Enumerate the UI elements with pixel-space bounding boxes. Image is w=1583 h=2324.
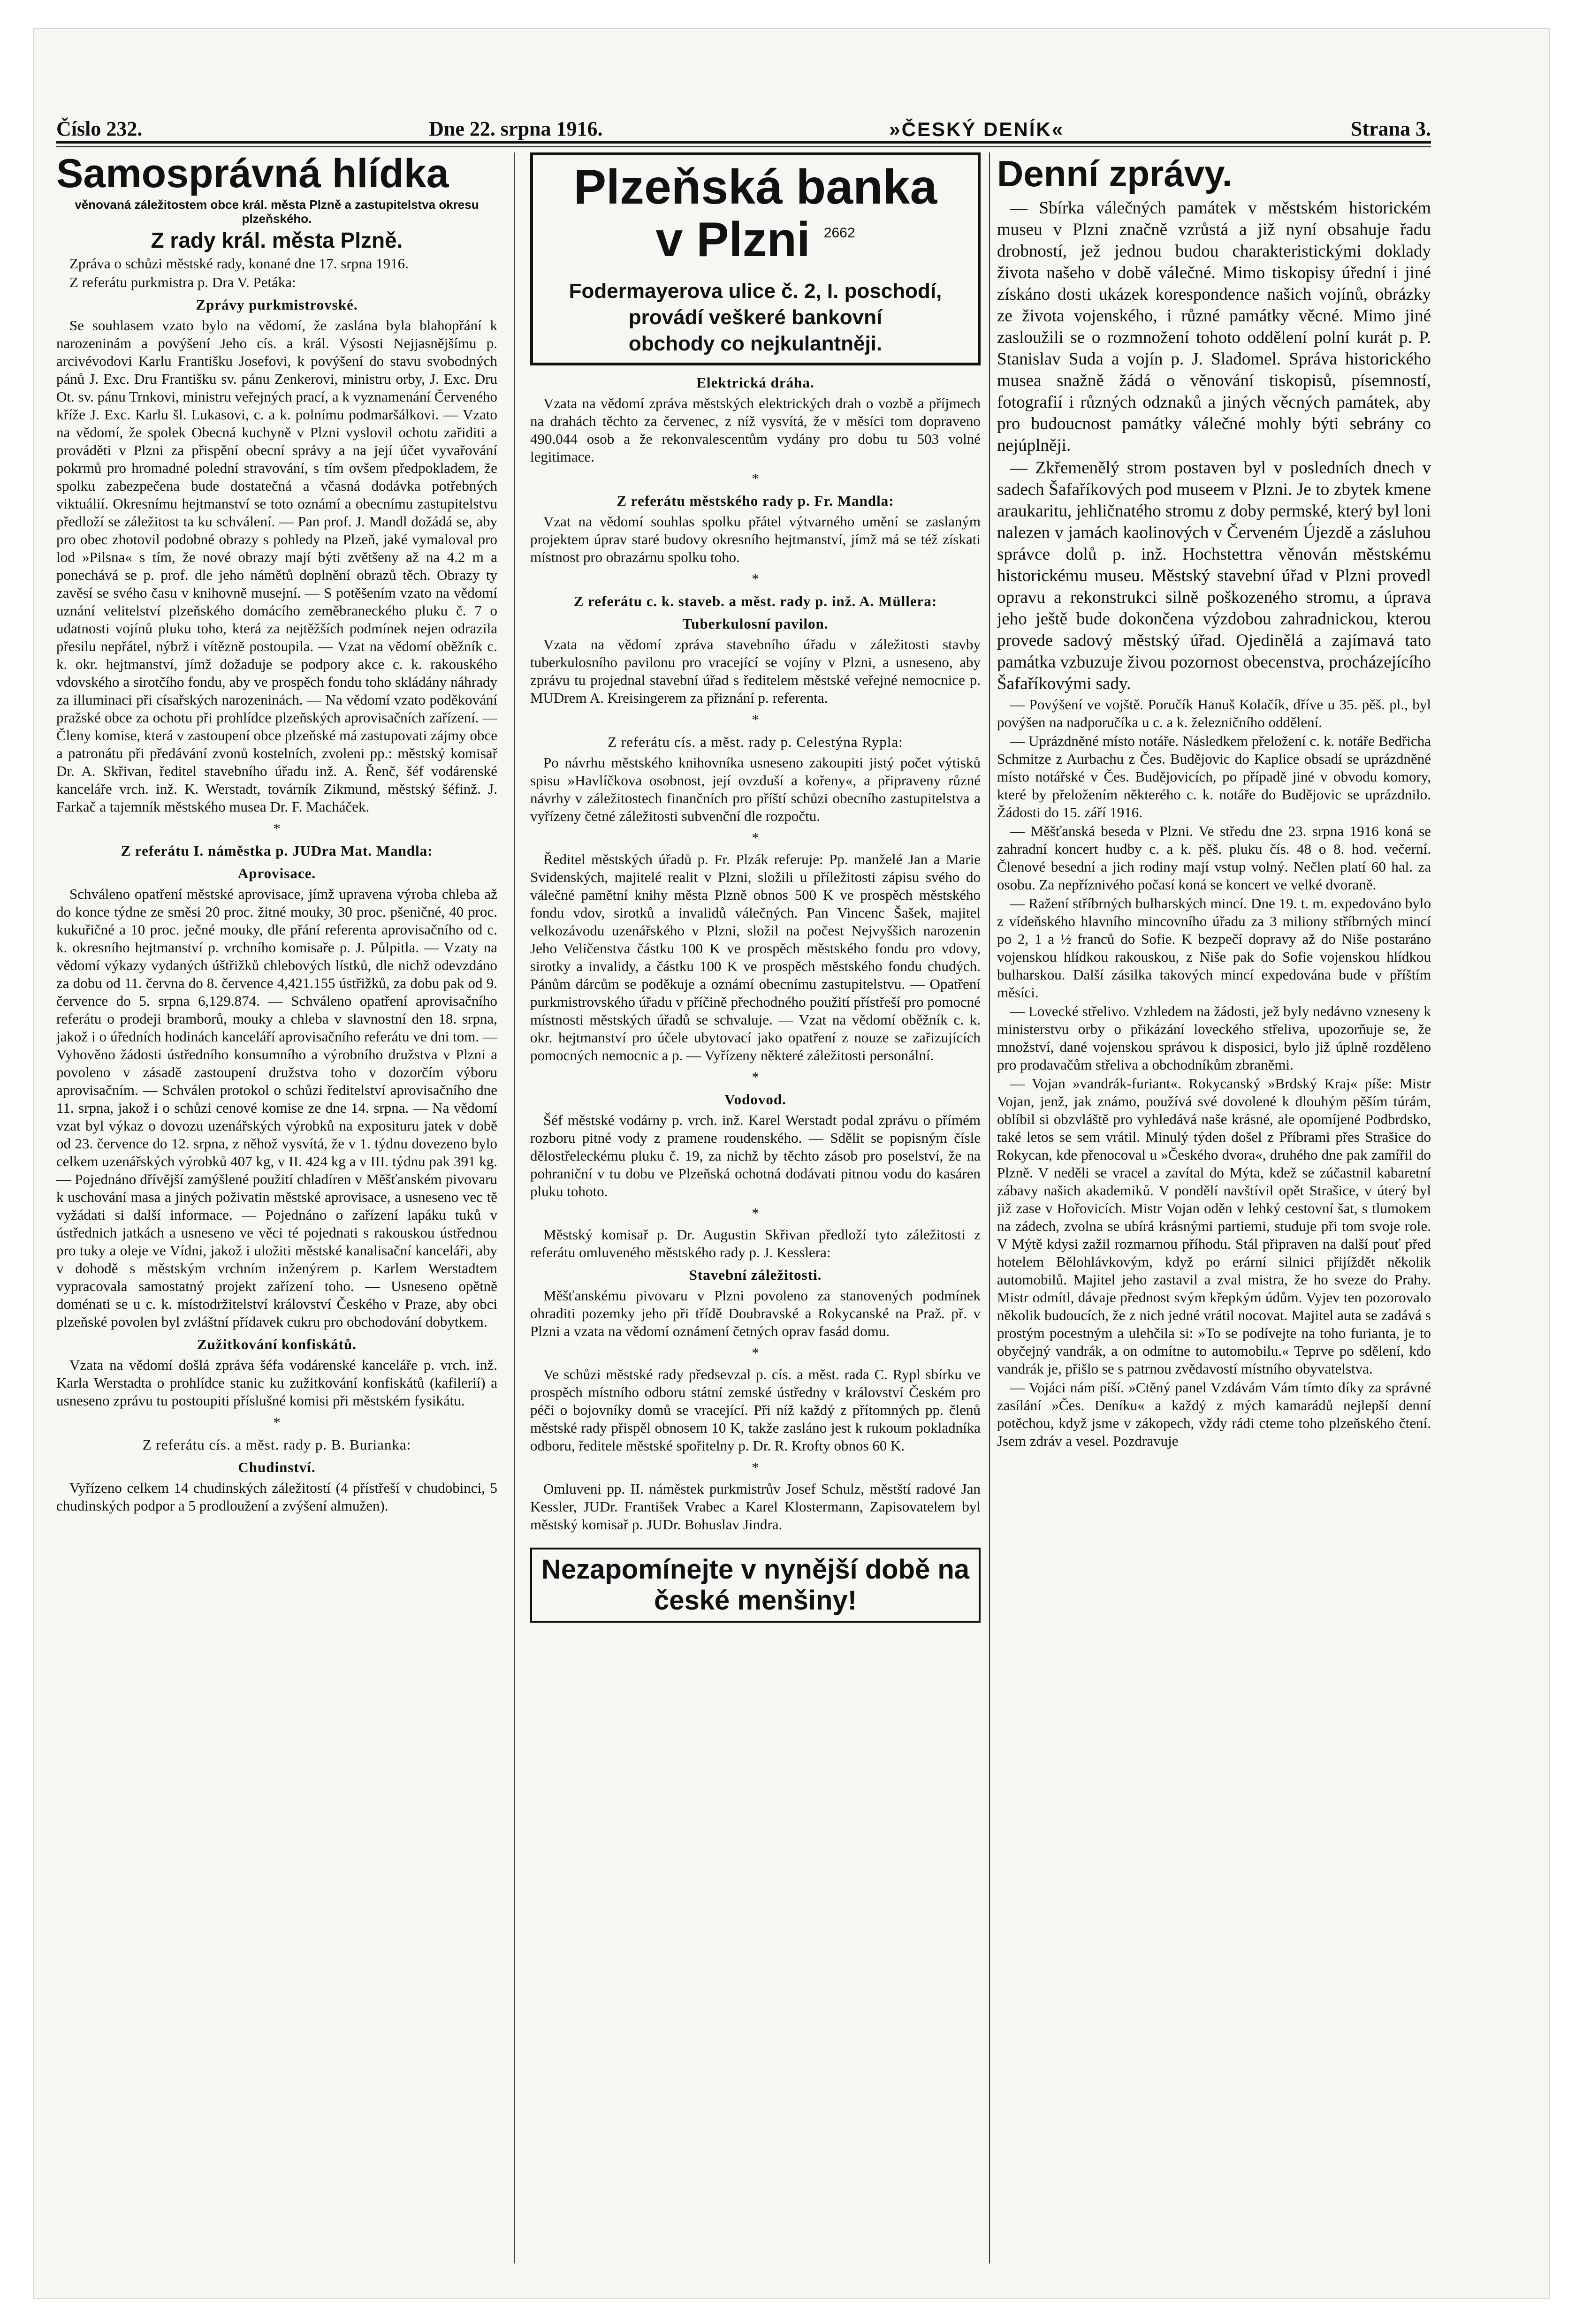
subheading: Tuberkulosní pavilon.: [682, 615, 829, 632]
paragraph: Zpráva o schůzi městské rady, konané dne 17. srpna 1916.: [69, 255, 409, 272]
referat-heading: Z referátu cís. a měst. rady p. Celestýna Rypla:: [608, 734, 903, 750]
advertisement-mensiny: Nezapomínejte v nynější době na české menšiny!: [530, 1548, 981, 1623]
section-title: Samosprávná hlídka: [56, 152, 449, 196]
separator-star: *: [752, 570, 759, 587]
separator-star: *: [273, 1414, 281, 1430]
paragraph: Měšťanskému pivovaru v Plzni povoleno za stanovených podmínek ohraditi pozemky jeho při třídě Doubravské a Rokycanské na Praž. př. v Plzni a vzata na vědomí oznámení četných oprav fasád domu.: [530, 1287, 981, 1339]
news-item: — Měšťanská beseda v Plzni. Ve středu dne 23. srpna 1916 koná se zahradní koncert hudby c. a k. pěš. pluku čís. 48 o 8. hod. večerní. Členové besední a jich rodiny mají vstup volný. Nečlen platí 60 hal. za osobu. Za nepříznivého počasí koná se koncert ve velké dvoraně.: [997, 823, 1431, 893]
separator-star: *: [273, 820, 281, 836]
news-item: — Vojáci nám píší. »Ctěný panel Vzdávám Vám tímto díky za správné zasílání »Čes. Deníku« a každý z mých kamarádů nejlepší denní potěchou, když jsme v zákopech, vždy rádi cteme toho plzeňského čtení. Jsem zdráv a vesel. Pozdravuje: [997, 1379, 1431, 1449]
paragraph: Schváleno opatření městské aprovisace, jímž upravena výroba chleba až do konce týdne ze směsi 20 proc. žitné mouky, 30 proc. pšeničné, 40 proc. kukuřičné a 10 proc. ječné mouky, dle přání referenta aprovisačního od c. k. okresního hejtmanství p. vrchního komisaře p. J. Půlpitla. — Vzaty na vědomí výkazy vydaných úštřižků chlebových lístků, dle nichž odevzdáno za dobu od 11. června do 8. července 4,421.155 ústřižků, za dobu pak od 9. července do 5. srpna 6,129.874. — Schváleno opatření aprovisačního referátu o prodeji bramborů, mouky a chleba v slavnostní den 18. srpna, jakož i o úředních hodinách kanceláří aprovisačního referátu ve dni tom. — Vyhověno žádosti ústředního konsumního a výrobního družstva v Plzni a povoleno v zásadě zastoupení družstva toho v dozorčím výboru aprovisačním. — Schválen protokol o schůzi ředitelství aprovisačního dne 11. srpna, jakož i o schůzi cenové komise ze dne 14. srpna. — Na vědomí vzat byl výkaz o dovozu uzenářských výrobků na exposituru jatek v době od 23. července do 12. srpna, z něhož vysvítá, že v 1. týdnu dovezeno bylo celkem uzenářských výrobků 407 kg, v II. 424 kg a v III. týdnu pak 391 kg. — Pojednáno dřívější zamýšlené použití chladíren v Měšťanském pivovaru k uschování masa a jiných poživatin městské aprovisace, a usneseno vec tě vyžádati si další informace. — Pojednáno o zařízení lapáku tuků v ústřednich jatkách a usneseno ve věci té pojednati s rakouskou ústřednou pro tuky a oleje ve Vídni, jakož i uložiti městské kanalisační kanceláři, aby v dohodě s městským vrchním inženýrem p. Karlem Werstadtem vypracovala samostatný projekt zařízení toho. — Usneseno opětně doménati se u c. k. místodržitelství království Českého v Praze, aby obci plzeňské povolen byl zvláštní přídavek cukru pro obchodování dobytkem.: [56, 886, 497, 1330]
paragraph: Vyřízeno celkem 14 chudinských záležitostí (4 přístřeší v chudobinci, 5 chudinských podpor a 5 prodloužení a zvýšení almužen).: [56, 1480, 497, 1514]
separator-star: *: [752, 470, 759, 486]
news-item: — Zkřemenělý strom postaven byl v posledních dnech v sadech Šafaříkových pod museem v Plzni. Je to zbytek kmene araukaritu, jehličnatého stromu z doby permské, který byl loni nalezen v jamách kaolinových v Červeném Újezdě a zásluhou správce dolů p. inž. Hochstettra věnován městskému historickému museu. Městský stavební úřad v Plzni provedl opravu a rekonstrukci silně poškozeného stromu, a úprava jeho ještě bude dokončena výzdobou zahradnickou, kterou provede sadový městský úřad. Ojedinělá a zajímavá tato památka vzbuzuje živou pozornost obecenstva, procházejícího Šafaříkovými sady.: [997, 458, 1431, 693]
separator-star: *: [752, 1459, 759, 1475]
referat-heading: Z referátu purkmistra p. Dra V. Petáka:: [69, 274, 296, 290]
column-divider: [514, 152, 515, 2263]
masthead: [56, 108, 1431, 141]
paragraph: Šéf městské vodárny p. vrch. inž. Karel Werstadt podal zprávu o přímém rozboru pitné vody z pramene roudenského. — Sdělit se popisným čísle dělostřeleckému pluku č. 19, za nichž by těchto zásob pro poselství, že na pohraniční v tu dobu ve Plzeňská ochotná dodávati pitnou vodu do kasáren pluku tohoto.: [530, 1112, 981, 1200]
subheading: Zprávy purkmistrovské.: [196, 296, 358, 313]
news-item: — Uprázdněné místo notáře. Následkem přeložení c. k. notáře Bedřicha Schmitze z Aurbachu z Čes. Budějovic do Kaplice obsadí se uprázdněné místo notářské v Čes. Budějovicích, po případě jiné v obvodu komory, které by přeložením některého c. k. notáře do Budějovic se uprázdnilo. Žádosti do 15. září 1916.: [997, 733, 1431, 820]
referat-heading: Z referátu c. k. staveb. a měst. rady p. inž. A. Müllera:: [573, 593, 937, 609]
separator-star: *: [752, 1069, 759, 1085]
news-item: — Sbírka válečných památek v městském historickém museu v Plzni značně vzrůstá a již nyní obsahuje řadu drobností, jež jednou budou charakteristickými doklady života našeho v době válečné. Mimo tiskopisy úřední i jiné získáno dosti ukázek korespondence našich vojínů, obrázky ze života vojenského, i různé památky věcné. Mimo jiné zasloužili se o rozmnožení tohoto oddělení polní kurát p. P. Stanislav Suda a vojín p. J. Sladomel. Správa historického musea snažně žádá o věnování tiskopisů, písemností, fotografií i různých odznaků a jiných věcných památek, aby pro budoucnost památky válečné mohly býti sebrány co nejúplněji.: [997, 198, 1431, 455]
subheading: Aprovisace.: [237, 865, 316, 881]
subheading: Elektrická dráha.: [696, 374, 814, 391]
paragraph: Ve schůzi městské rady předsevzal p. cís. a měst. rada C. Rypl sbírku ve prospěch místního odboru státní zemské ústředny v království Českém pro péči o bojovníky domů se vracející. Při níž každý z přítomných pp. členů městské rady přispěl obnosem 10 K, takže zasláno jest k rukoum pokladníka odboru, ředitele městské spořitelny p. Dr. R. Krofty obnos 60 K.: [530, 1366, 981, 1454]
column-middle: [530, 152, 981, 2263]
ad-number: 2662: [823, 225, 855, 241]
paragraph: Po návrhu městského knihovníka usneseno zakoupiti jistý počet výtisků spisu »Havlíčkova osobnost, její ovzduší a kořeny«, a připraveny různé návrhy v záležitostech finančních pro příští schůzi obecního zastupitelstva a vyřízeny četné záležitosti subvenční dle rozpočtu.: [530, 754, 981, 824]
subheading: Stavební záležitosti.: [689, 1267, 822, 1283]
referat-heading: Z referátu I. náměstka p. JUDra Mat. Mandla:: [121, 843, 433, 859]
ad-title: Plzeňská banka: [573, 160, 937, 214]
masthead-rule: [56, 141, 1431, 144]
paragraph: Vzat na vědomí souhlas spolku přátel výtvarného umění se zaslaným projektem úprav staré budovy okresního hejtmanství, jímž má se též získati místnost pro obrazárnu spolku toho.: [530, 513, 981, 565]
advertisement-bank: [530, 152, 981, 365]
column-divider: [989, 152, 990, 2263]
paragraph: Vzata na vědomí zpráva městských elektrických drah o vozbě a příjmech na drahách těchto za červenec, z níž vysvítá, že v měsíci tom dopraveno 490.044 osob a že rekonvalescentům vydány pro dobu tu 503 volné legitimace.: [530, 395, 981, 465]
news-item: — Povýšení ve vojště. Poručík Hanuš Kolačík, dříve u 35. pěš. pl., byl povýšen na nadporučíka u c. a k. železničního oddělení.: [997, 696, 1431, 730]
paragraph: Omluveni pp. II. náměstek purkmistrův Josef Schulz, městští radové Jan Kessler, JUDr. František Vrabec a Karel Klostermann, Zapisovatelem byl městský komisař p. JUDr. Bohuslav Jindra.: [530, 1481, 981, 1533]
separator-star: *: [752, 1344, 759, 1361]
subheading: Chudinství.: [238, 1459, 316, 1475]
issue-number: Číslo 232.: [56, 117, 143, 140]
issue-date: Dne 22. srpna 1916.: [429, 117, 603, 140]
newspaper-name: »ČESKÝ DENÍK«: [889, 118, 1065, 140]
ad-text: provádí veškeré bankovní: [628, 306, 883, 329]
ad-address: Fodermayerova ulice č. 2, I. poschodí,: [569, 280, 942, 303]
page-number: Strana 3.: [1350, 117, 1431, 140]
heading: Z rady král. města Plzně.: [151, 228, 403, 252]
column-denni-zpravy: [997, 152, 1431, 2263]
separator-star: *: [752, 1205, 759, 1221]
subheading: Vodovod.: [724, 1091, 786, 1108]
separator-star: *: [752, 711, 759, 728]
paragraph: Městský komisař p. Dr. Augustin Skřivan předloží tyto záležitosti z referátu omluveného městského rady p. J. Kesslera:: [530, 1226, 981, 1261]
news-item: — Vojan »vandrák-furiant«. Rokycanský »Brdský Kraj« píše: Mistr Vojan, jenž, jak známo, používá své dovolené k dlouhým pěším túrám, oblíbil si obzvláště pro vyhledává naše krásné, ale opomíjené Podbrdsko, také letos se sem vrátil. Minulý týden došel z Příbrami přes Strašice do Rokycan, kde přenocoval u »Českého dvora«, druhého dne pak zamířil do Plzně. V neděli se vracel a zavítal do Mýta, kdež se zúčastnil kabaretní zábavy našich akademiků. V pondělí navštívil opět Strašice, v úterý byl již zase v Hořovicích. Mistr Vojan oděn v lehký cestovní šat, s tlumokem na zádech, zvolna se ubírá krásnými partiemi, studuje při tom svoje role. V Mýtě kdysi zažil rozmarnou příhodu. Stál připraven na další pouť před hotelem Bělohlávkovým, když po erární silnici přijíždět několik automobilů. Majitel jeho zastavil a zval mistra, že ho sveze do Prahy. Mistr odmítl, dávaje přednost svým křepkým údům. Vyjev ten pozorovalo několik budoucích, že z nich jedné vrátil nocovat. Majitel auta se zadává s prostým pocestným a ulehčila si: »To se podívejte na toho furianta, je to obyčejný vandrák, a on odmítne to automobilu.« Teprve po sdělení, kdo vandrák je, přišlo se s patrnou zvědavostí místního obyvatelstva.: [997, 1075, 1431, 1377]
news-item: — Ražení stříbrných bulharských mincí. Dne 19. t. m. expedováno bylo z vídeňského hlavního mincovního úřadu za 3 miliony stříbrných mincí po 2, 1 a ½ franců do Sofie. K bezpečí dopravy až do Niše postaráno vojenskou hlídkou rakouskou, z Niše pak do Sofie vojenskou hlídkou bulharskou. Další zásilka takových mincí expedována bude v příštím měsíci.: [997, 895, 1431, 1001]
separator-star: *: [752, 829, 759, 846]
referat-heading: Z referátu městského rady p. Fr. Mandla:: [616, 493, 894, 509]
ad-text: obchody co nejkulantněji.: [628, 332, 883, 355]
referat-heading: Z referátu cís. a měst. rady p. B. Burianka:: [142, 1436, 411, 1453]
subheading: Zužitkování konfiskátů.: [197, 1336, 357, 1352]
news-item: — Lovecké střelivo. Vzhledem na žádosti, jež byly nedávno vzneseny k ministerstvu orby o přikázání loveckého střeliva, upozorňuje se, že množství, dané vojenskou správou k disposici, bylo již úplně rozděleno pro prodavačům střeliva a obchodníkům zbraněmi.: [997, 1003, 1431, 1073]
paragraph: Vzata na vědomí zpráva stavebního úřadu v záležitosti stavby tuberkulosního pavilonu pro vracející se vojíny v Plzni, a usneseno, aby zprávu tu projednal stavební úřad s ředitelem městské veřejné nemocnice p. MUDrem A. Kreisingerem za přiznání p. referenta.: [530, 636, 981, 706]
masthead-rule-thin: [56, 146, 1431, 147]
section-title: Denní zprávy.: [997, 153, 1233, 194]
ad-city: v Plzni $^{2662}$: [655, 213, 855, 267]
paragraph: Ředitel městských úřadů p. Fr. Plzák referuje: Pp. manželé Jan a Marie Svidenských, majitelé realit v Plzni, složili u příležitosti zápisu svého do válečné pamětní knihy města Plzně obnos 500 K ve prospěch městského fondu vdov, sirotků a invalidů válečných. Pan Vincenc Šašek, majitel velkozávodu uzenářského v Plzni, složil na počest Nejvyššich narozenin Jeho Veličenstva částku 100 K ve prospěch městského fondu pro vdovy, sirotky a invalidy, a částku 100 K ve prospěch městského fondu chudých. Pánům dárcům se poděkuje a oznámí obecnímu zastupitelstvu. — Opatření purkmistrovského úřadu v příčině přechodného použití přístřeší pro pomocné místnosti městských úřadů se schvaluje. — Vzat na vědomí oběžník c. k. okr. hejtmanství pro účele ubytovací jako opatření z nouze se zařizujících pomocných nemocnic a p. — Vyřízeny některé záležitosti personální.: [530, 851, 981, 1063]
paragraph: Vzata na vědomí došlá zpráva šéfa vodárenské kanceláře p. vrch. inž. Karla Werstadta o prohlídce stanic ku zužitkování konfiskátů (kafilerií) a usneseno zprávu tu postoupiti příslušné komisi při městském fysikátu.: [56, 1357, 497, 1409]
column-samospravna: [56, 152, 497, 2263]
section-subtitle: věnovaná záležitostem obce král. města Plzně a zastupitelstva okresu plzeňského.: [75, 197, 479, 226]
paragraph: Se souhlasem vzato bylo na vědomí, že zaslána byla blahopřání k narozeninám a povýšení Jeho cís. a král. Výsosti Nejjasnějšímu p. arcivévodovi Karlu Františku Josefovi, k povýšení do stavu svobodných pánů J. Exc. Dru Františku sv. pánu Zenkerovi, ministru orby, J. Exc. Dru Ot. sv. pánu Trnkovi, ministru veřejných prací, a k vyznamenání Červeného kříže J. Exc. Karlu šl. Lukasovi, c. a k. polnímu podmaršálkovi. — Vzato na vědomí, že spolek Obecná kuchyně v Plzni vyslovil ochotu zařiditi a prováděti v Plzni za přispění obecní správy a na její účet vyvařování pokrmů pro hromadné polední stravování, s tím ovšem předpokladem, že spolku zabezpečena bude dostatečná a včasná dodávka potřebných viktuálií. Okresnímu hejtmanství se toto oznámí a obecnímu zastupitelstvu předloží se záležitost ta ku schválení. — Pan prof. J. Mandl dožádá se, aby pro obec zhotovil podobné obrazy s pohledy na Plzeň, jaké vymaloval pro lod »Pilsna« s tím, že nové obrazy mají býti zvětšeny až na 4.2 m a ponechává se p. prof. dle jeho námětů doplnění obrazů těch. Obrazy ty zavěsí se svého času v knihovně musejní. — S potěšením vzato na vědomí uznání velitelství plzeňského domácího zeměbraneckého pluku č. 7 o udatnosti vojínů pluku toho, která za nejtěžších podmínek nejen odrazila přesilu nepřátel, nýbrž i vítězně postoupila. — Vzat na vědomí oběžník c. k. okr. hejtmanství, jímž dožaduje se podpory akce c. k. rakouského vdovského a sirotčího fondu, aby ve prospěch fondu toho skládány náhrady za illuminaci při císařských narozeninách. — Na vědomí vzato poděkování pražské obce za ochotu při prohlídce plzeňských aprovisačních zařízení. — Členy komise, která v zastoupení obce plzeňské má zastupovati zájmy obce a patronátu při předávání zvonů kostelních, zvoleni pp.: městský komisař Dr. A. Skřivan, ředitel stavebního úřadu inž. A. Řenč, šéf vodárenské kanceláře vrch. inž. K. Werstadt, továrník Zikmund, městský šéfinž. J. Farkač a tajemník městského musea Dr. F. Macháček.: [56, 317, 497, 815]
